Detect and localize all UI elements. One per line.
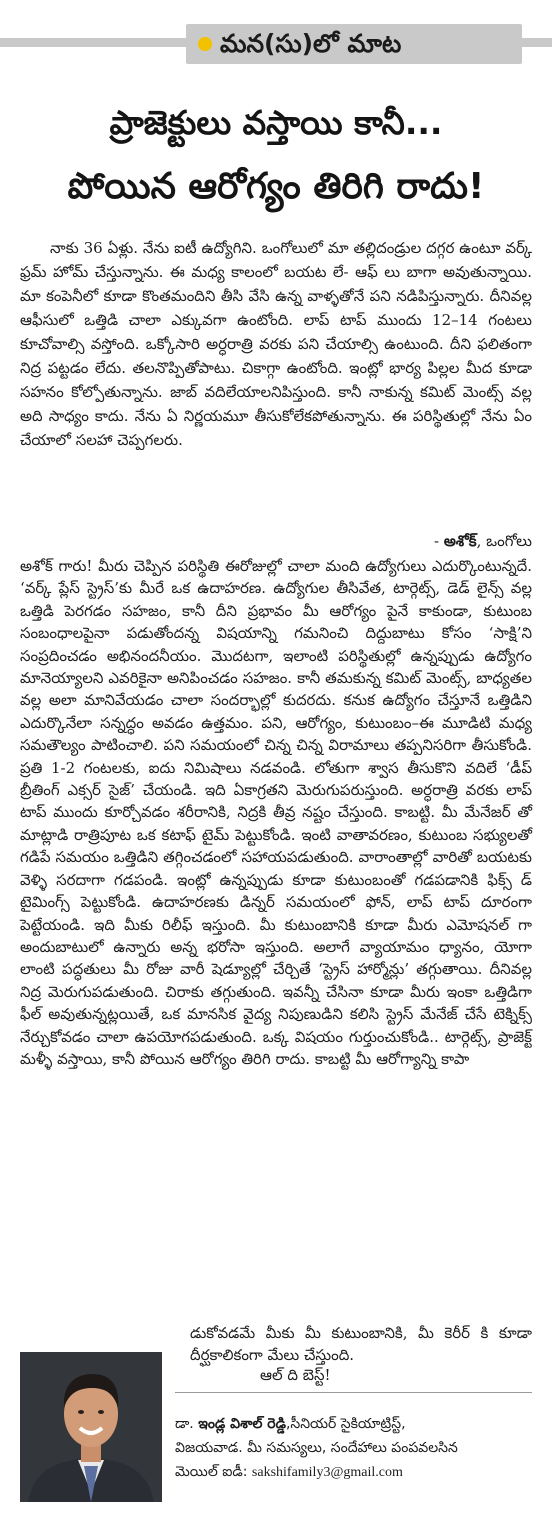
author-portrait-icon [20, 1352, 162, 1502]
author-line-2: విజయవాడ. మీ సమస్యలు, సందేహాలు పంపవలసిన [175, 1440, 458, 1456]
letter-signature [434, 529, 532, 553]
expert-answer-tail: డుకోవడమే మీకు మీ కుటుంబానికి, మీ కెరీర్ కి కూడా దీర్ఘకాలికంగా మేలు చేస్తుంది. [190, 1324, 532, 1365]
closing-wish: ఆల్ ది బెస్ట్! [260, 1366, 331, 1384]
column-label: మన(సు)లో మాట [220, 29, 402, 58]
mail-label: మెయిల్ ఐడీ: [175, 1464, 252, 1480]
author-name: ఇండ్ల విశాల్ రెడ్డి [198, 1416, 286, 1432]
sign-dash: - [433, 532, 444, 550]
author-prefix: డా. [175, 1416, 199, 1432]
author-line-3 [175, 1460, 532, 1485]
sign-place: , ఒంగోలు [476, 532, 532, 550]
expert-answer: అశోక్ గారు! మీరు చెప్పిన పరిస్థితి ఈరోజుల్లో చాలా మంది ఉద్యోగులు ఎదుర్కొంటున్నదే. ‘వర్క్ ప్లేస్ స్ట్రెస్’కు మీరే ఒక ఉదాహరణ. ఉద్యోగుల తీసివేత, టార్గెట్స్, డెడ్ లైన్స్ వల్ల ఒత్తిడి పెరగడం సహజం, కానీ దీని ప్రభావం మీ ఆరోగ్యం పైనే కాకుండా, కుటుంబ సంబంధాలపైనా పడుతోందన్న విషయాన్ని గమనించి దిద్దుబాటు కోసం ‘సాక్షి’ని సంప్రదించడం అభినందనీయం. మొదటగా, ఇలాంటి పరిస్థితుల్లో ఉన్నప్పుడు ఉద్యోగం మానెయ్యాలని ఎవరికైనా అనిపించడం సహజం. కానీ తమకున్న కమిట్ మెంట్స్, బాధ్యతల వల్ల అలా మానివేయడం చాలా సందర్భాల్లో కుదరదు. కనుక ఉద్యోగం చేస్తూనే ఒత్తిడిని ఎదుర్కొనేలా సన్నద్ధం అవడం ఉత్తమం. పని, ఆరోగ్యం, కుటుంబం–ఈ మూడిటి మధ్య సమతౌల్యం పాటించాలి. పని సమయంలో చిన్న చిన్న విరామాలు తప్పనిసరిగా తీసుకోండి. ప్రతి 1-2 గంటలకు, ఐదు నిమిషాలు నడవండి. లోతుగా శ్వాస తీసుకొని వదిలే ‘డీప్ బ్రీతింగ్ ఎక్సర్ సైజ్’ చేయండి. ఇది ఏకాగ్రతని మెరుగుపరుస్తుంది. అర్ధరాత్రి వరకు లాప్ టాప్ ముందు కూర్చోవడం శరీరానికి, నిద్రకి తీవ్ర నష్టం చేస్తుంది. కాబట్టి. మీ మేనేజర్ తో మాట్లాడి రాత్రిపూట ఒక కటాఫ్ టైమ్ పెట్టుకోండి. ఇంటి వాతావరణం, కుటుంబ సభ్యులతో గడిపే సమయం ఒత్తిడిని తగ్గించడంలో సహాయపడుతుంది. వారాంతాల్లో వారితో బయటకు వెళ్ళి సరదాగా గడపండి. ఇంట్లో ఉన్నప్పుడు కూడా కుటుంబంతో గడపడానికి ఫిక్స్ డ్ టైమింగ్స్ పెట్టుకోండి. ఉదాహరణకు డిన్నర్ సమయంలో ఫోన్, లాప్ టాప్ దూరంగా పెట్టేయండి. ఇది మీకు రిలీఫ్ ఇస్తుంది. మీ కుటుంబానికి కూడా మీరు ఎమోషనల్ గా అందుబాటులో ఉన్నారు అన్న భరోసా ఇస్తుంది. అలాగే వ్యాయామం ధ్యానం, యోగా లాంటి పద్ధతులు మీ రోజు వారీ షెడ్యూల్లో చేర్చితే ‘స్ట్రెస్ హార్మోన్లు’ తగ్గుతాయి. దీనివల్ల నిద్ర మెరుగుపడుతుంది. చిరాకు తగ్గుతుంది. ఇవన్నీ చేసినా కూడా మీరు ఇంకా ఒత్తిడిగా ఫీల్ అవుతున్నట్లయితే, ఒక మానసిక వైద్య నిపుణుడిని కలిసి స్ట్రెస్ మేనేజ్ చేసే టెక్నిక్స్ నేర్చుకోవడం చాలా ఉపయోగపడుతుంది. ఒక్క విషయం గుర్తుంచుకోండి.. టార్గెట్స్, ప్రాజెక్ట్ మళ్ళీ వస్తాయి, కానీ పోయిన ఆరోగ్యం తిరిగి రాదు. కాబట్టి మీ ఆరోగ్యాన్ని కాపా [20, 557, 532, 1068]
author-photo [20, 1352, 162, 1502]
headline-line-2: పోయిన ఆరోగ్యం తిరిగి రాదు! [67, 166, 485, 207]
author-byline [175, 1412, 532, 1485]
headline-line-1: ప్రాజెక్టులు వస్తాయి కానీ... [109, 103, 443, 142]
author-email-link[interactable]: sakshifamily3@gmail.com [251, 1465, 403, 1480]
byline-divider [175, 1392, 532, 1393]
bullet-dot-icon [198, 37, 212, 51]
sign-name: అశోక్ [443, 532, 477, 550]
author-line-1 [175, 1412, 532, 1436]
author-title: ,సీనియర్ సైకియాట్రిస్ట్, [285, 1416, 406, 1432]
reader-letter: నాకు 36 ఏళ్లు. నేను ఐటీ ఉద్యోగిని. ఒంగోలులో మా తల్లిదండ్రుల దగ్గర ఉంటూ వర్క్ ఫ్రమ్ హోమ్ చేస్తున్నాను. ఈ మధ్య కాలంలో బయట లే- ఆఫ్ లు బాగా అవుతున్నాయి. మా కంపెనీలో కూడా కొంతమందిని తీసి వేసి ఉన్న వాళ్ళతోనే పని నడిపిస్తున్నారు. దీనివల్ల ఆఫీసులో ఒత్తిడి చాలా ఎక్కువగా ఉంటోంది. లాప్ టాప్ ముందు 12–14 గంటలు కూచోవాల్సి వస్తోంది. ఒక్కోసారి అర్ధరాత్రి వరకు పని చేయాల్సి ఉంటుంది. దీని ఫలితంగా నిద్ర పట్టడం లేదు. తలనొప్పితోపాటు. చికాగ్గా ఉంటోంది. ఇంట్లో భార్య పిల్లల మీద కూడా సహనం కోల్పోతున్నాను. జాబ్ వదిలేయాలనిపిస్తుంది. కానీ నాకున్న కమిట్ మెంట్స్ వల్ల అది సాధ్యం కాదు. నేను ఏ నిర్ణయమూ తీసుకోలేకపోతున్నాను. ఈ పరిస్థితుల్లో నేను ఏం చేయాలో సలహా చెప్పగలరు. [20, 239, 532, 449]
